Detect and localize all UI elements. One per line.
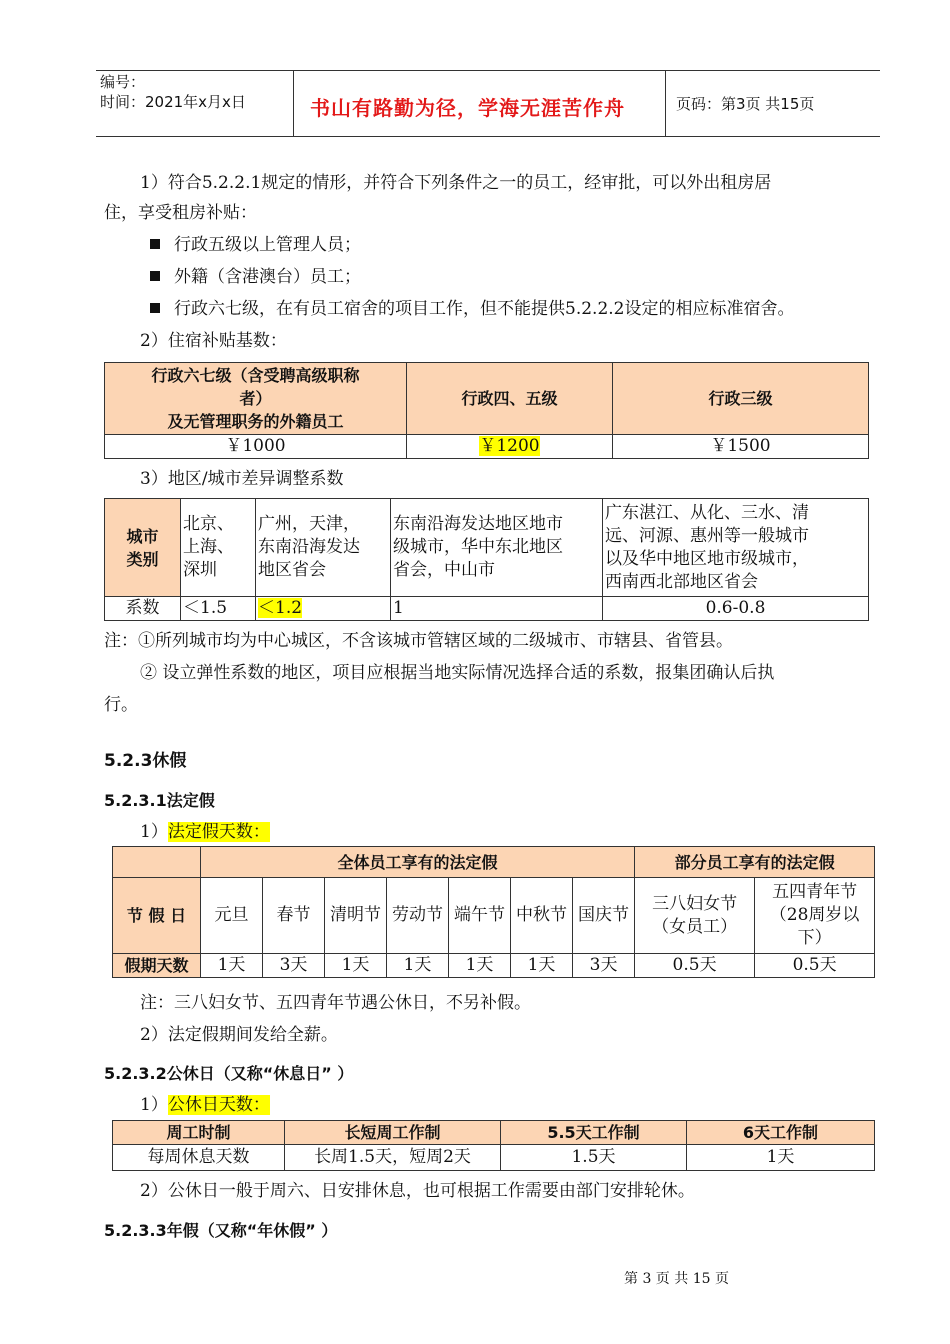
coef-category-cell [181,499,256,597]
cell-line: 上海、 [183,537,234,557]
bullet-text: 行政五级以上管理人员； [174,235,361,255]
holiday-cell: 国庆节 [573,878,635,954]
subsection-heading: 5.2.3.2公休日（又称“休息日” ） [104,1064,354,1083]
subsidy-header-line: 者） [239,389,272,408]
header-motto: 书山有路勤为径，学海无涯苦作舟 [310,96,625,120]
cell-line: 西南西北部地区省会 [605,571,758,592]
cell-line: 三八妇女节 [652,893,738,914]
subsidy-header-line: 及无管理职务的外籍员工 [167,412,344,431]
coef-value-cell [256,597,391,621]
subsection-heading: 5.2.3.3年假（又称“年休假” ） [104,1221,338,1240]
subsidy-title: 2）住宿补贴基数： [140,331,287,351]
days-cell: 1天 [201,954,263,978]
coef-value-cell: ＜1.5 [181,597,256,621]
coef-value-cell: 1 [391,597,603,621]
subsidy-header-line: 行政六七级（含受聘高级职称 [151,366,360,385]
bullet-text: 行政六七级，在有员工宿舍的项目工作，但不能提供5.2.2.2设定的相应标准宿舍。 [174,299,795,319]
header-page-label: 页码：第3页 共15页 [676,95,815,113]
note-2-line-1: ② 设立弹性系数的地区，项目应根据当地实际情况选择合适的系数，报集团确认后执 [140,663,775,683]
legal-note: 注：三八妇女节、五四青年节遇公休日，不另补假。 [140,993,531,1013]
subsection-heading: 5.2.3.1法定假 [104,791,215,810]
bullet-item [150,232,361,258]
header-top-rule [96,70,880,71]
coef-label-cell: 系数 [105,597,181,621]
bullet-text: 外籍（含港澳台）员工； [174,267,361,287]
holiday-cell [755,878,875,954]
intro-line-2: 住，享受租房补贴： [104,203,257,223]
legal-row-label: 假期天数 [113,954,201,978]
legal-group-all: 全体员工享有的法定假 [201,847,635,878]
cell-line: （女员工） [652,916,738,937]
subsidy-table [104,362,869,459]
coef-row-header-line: 类别 [126,549,159,569]
days-cell: 1天 [511,954,573,978]
days-cell: 3天 [263,954,325,978]
holiday-cell: 春节 [263,878,325,954]
item-highlight-text: 法定假天数： [167,822,270,842]
rest-header-cell: 5.5天工作制 [501,1121,687,1145]
square-bullet-icon [150,303,160,313]
holiday-cell [635,878,755,954]
subsidy-value-cell: ￥1000 [105,435,407,459]
cell-line: 广州，天津， [258,514,360,534]
cell-line: 深圳 [183,560,217,580]
header-divider-left [293,70,294,136]
subsidy-value-cell: ￥1500 [613,435,869,459]
days-cell: 0.5天 [755,954,875,978]
rest-value-cell: 每周休息天数 [113,1145,285,1171]
rest-item-2: 2）公休日一般于周六、日安排休息，也可根据工作需要由部门安排轮休。 [140,1181,695,1201]
page-footer: 第 3 页 共 15 页 [624,1271,729,1287]
section-heading: 5.2.3休假 [104,751,187,771]
bullet-item [150,264,361,290]
header-divider-right [665,70,666,136]
square-bullet-icon [150,239,160,249]
days-cell: 3天 [573,954,635,978]
coef-table [104,498,869,621]
cell-line: 东南沿海发达 [258,537,360,557]
item-prefix: 1） [140,822,168,842]
days-cell: 1天 [387,954,449,978]
rest-day-table [112,1120,875,1171]
coef-value-cell: 0.6-0.8 [603,597,869,621]
legal-holiday-table [112,846,875,978]
square-bullet-icon [150,271,160,281]
note-2-line-2: 行。 [104,695,138,715]
coef-category-cell [603,499,869,597]
rest-header-cell: 周工时制 [113,1121,285,1145]
header-code-label: 编号： [100,73,146,91]
item-prefix: 1） [140,1095,168,1115]
cell-line: 东南沿海发达地区地市 [393,514,563,534]
note-1: 注：①所列城市均为中心城区，不含该城市管辖区域的二级城市、市辖县、省管县。 [104,631,733,651]
cell-line: 远、河源、惠州等一般城市 [605,525,809,546]
coef-category-cell [256,499,391,597]
bullet-item [150,296,794,322]
cell-line: 北京、 [183,514,234,534]
holiday-cell: 清明节 [325,878,387,954]
cell-line: 级城市，华中东北地区 [393,537,563,557]
subsidy-header-cell: 行政三级 [613,363,869,435]
rest-header-cell: 长短周工作制 [285,1121,501,1145]
subsidy-value-highlight: ￥1200 [479,436,540,456]
holiday-cell: 中秋节 [511,878,573,954]
legal-table-corner [113,847,201,878]
item-highlight-text: 公休日天数： [167,1095,270,1115]
holiday-cell: 元旦 [201,878,263,954]
days-cell: 0.5天 [635,954,755,978]
cell-line: 下） [797,928,832,948]
rest-value-cell: 1天 [687,1145,875,1171]
cell-line: 广东湛江、从化、三水、清 [605,502,809,523]
cell-line: 地区省会 [258,560,326,580]
subsidy-header-cell: 行政四、五级 [407,363,613,435]
cell-line: 五四青年节 [772,882,858,902]
coef-row-header-line: 城市 [126,526,159,546]
legal-item-1 [140,819,270,845]
legal-row-label: 节 假 日 [113,878,201,954]
coef-row-header [105,499,181,597]
coef-value-highlight: ＜1.2 [258,598,303,618]
coef-category-cell [391,499,603,597]
legal-group-part: 部分员工享有的法定假 [635,847,875,878]
rest-value-cell: 1.5天 [501,1145,687,1171]
cell-line: 以及华中地区地市级城市， [605,548,809,569]
days-cell: 1天 [325,954,387,978]
days-cell: 1天 [449,954,511,978]
subsidy-header-cell [105,363,407,435]
subsidy-value-cell [407,435,613,459]
header-time-label: 时间：2021年x月x日 [100,93,246,111]
rest-header-cell: 6天工作制 [687,1121,875,1145]
cell-line: 省会，中山市 [393,560,495,580]
holiday-cell: 端午节 [449,878,511,954]
rest-value-cell: 长周1.5天，短周2天 [285,1145,501,1171]
coef-title: 3）地区/城市差异调整系数 [140,469,344,489]
holiday-cell: 劳动节 [387,878,449,954]
cell-line: （28周岁以 [769,905,860,925]
intro-line-1: 1）符合5.2.2.1规定的情形，并符合下列条件之一的员工，经审批，可以外出租房居 [140,173,772,193]
header-bottom-rule [96,136,880,137]
rest-item-1 [140,1092,270,1118]
legal-item-2: 2）法定假期间发给全薪。 [140,1025,338,1045]
